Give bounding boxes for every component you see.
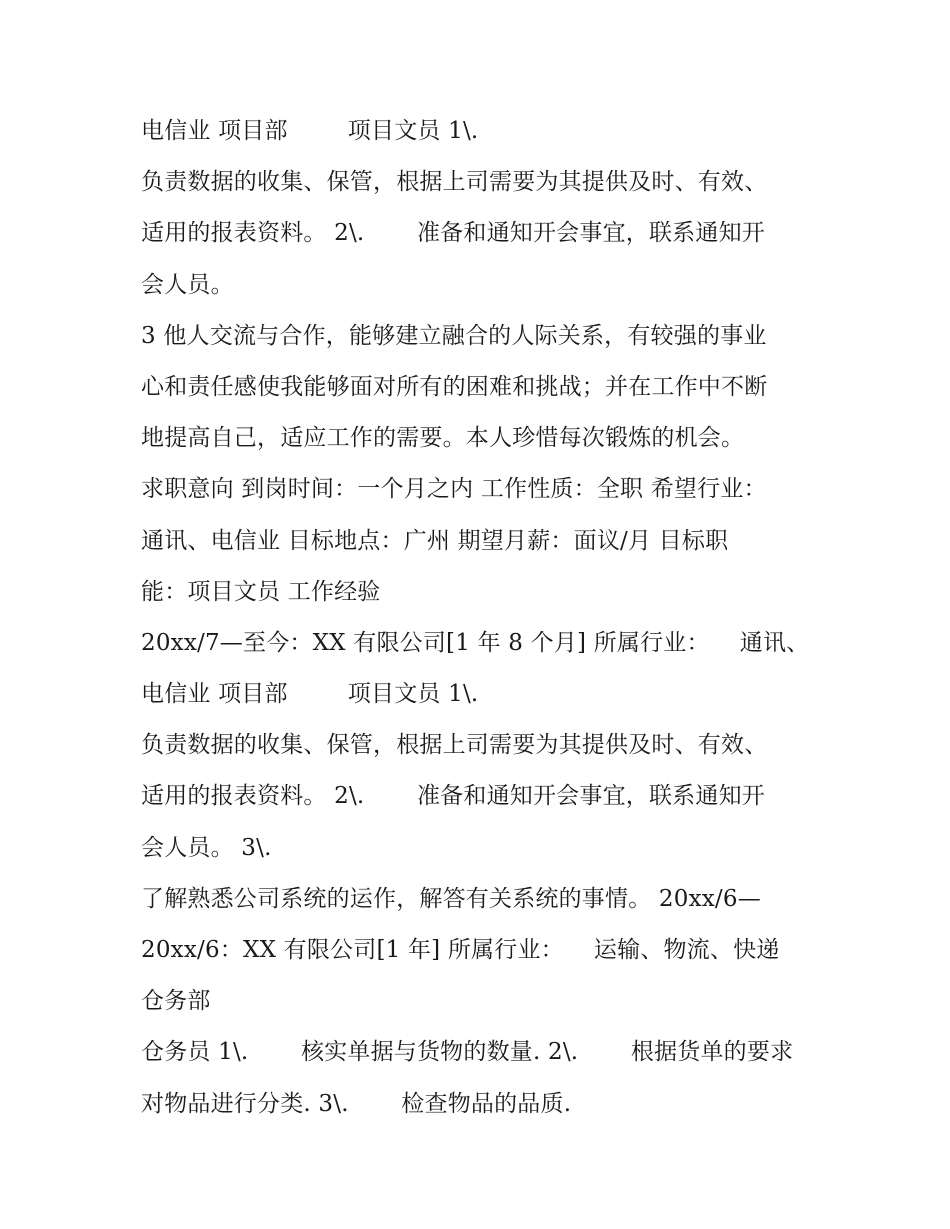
- text-line: 求职意向 到岗时间：一个月之内 工作性质：全职 希望行业：: [141, 476, 767, 503]
- text-line: 负责数据的收集、保管，根据上司需要为其提供及时、有效、: [141, 169, 768, 196]
- text-line: 负责数据的收集、保管，根据上司需要为其提供及时、有效、: [141, 732, 768, 759]
- text-line: 了解熟悉公司系统的运作，解答有关系统的事情。 20xx/6—: [141, 885, 761, 912]
- text-line: 会人员。 3\.: [141, 834, 272, 861]
- text-line: 电信业 项目部 项目文员 1\.: [141, 118, 479, 144]
- text-line: 心和责任感使我能够面对所有的困难和挑战；并在工作中不断: [141, 373, 768, 400]
- text-line: 仓务员 1\. 核实单据与货物的数量. 2\. 根据货单的要求: [141, 1039, 794, 1066]
- text-line: 能：项目文员 工作经验: [141, 578, 381, 605]
- document-body: [141, 106, 841, 1130]
- text-line: 地提高自己，适应工作的需要。本人珍惜每次锻炼的机会。: [141, 425, 745, 452]
- text-line: 仓务部: [141, 988, 211, 1015]
- text-line: 会人员。: [141, 271, 234, 298]
- text-line: 适用的报表资料。 2\. 准备和通知开会事宜，联系通知开: [141, 220, 765, 247]
- text-line: 通讯、电信业 目标地点：广州 期望月薪：面议/月 目标职: [141, 527, 729, 554]
- text-line: 20xx/7—至今：XX 有限公司[1 年 8 个月] 所属行业： 通讯、: [141, 629, 810, 656]
- text-line: 电信业 项目部 项目文员 1\.: [141, 681, 479, 708]
- text-line: 对物品进行分类. 3\. 检查物品的品质.: [141, 1090, 572, 1117]
- text-line: 3 他人交流与合作，能够建立融合的人际关系，有较强的事业: [141, 322, 767, 349]
- text-line: 20xx/6：XX 有限公司[1 年] 所属行业： 运输、物流、快递: [141, 937, 780, 963]
- text-line: 适用的报表资料。 2\. 准备和通知开会事宜，联系通知开: [141, 783, 765, 810]
